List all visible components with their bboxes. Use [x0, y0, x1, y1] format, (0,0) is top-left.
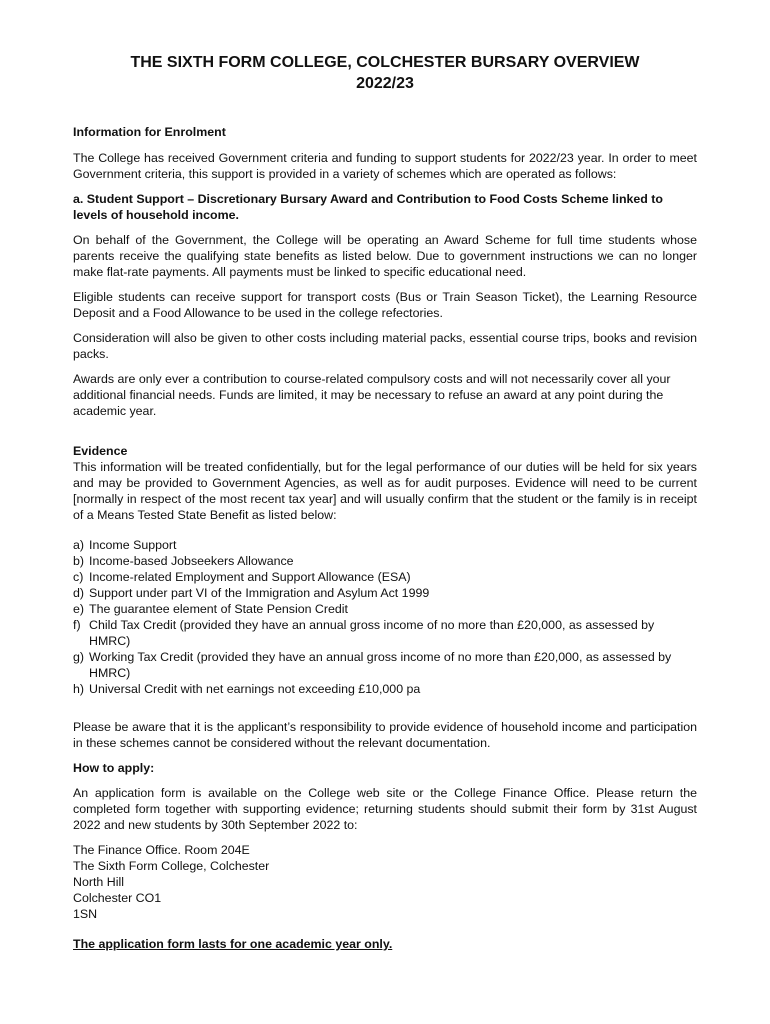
list-item: [73, 553, 697, 569]
list-item-text: Universal Credit with net earnings not exceeding £10,000 pa: [89, 682, 421, 696]
list-item: [73, 681, 697, 697]
final-note: The application form lasts for one academic year only.: [73, 937, 393, 951]
intro-paragraph: The College has received Government criteria and funding to support students for 2022/23 year. In order to meet Government criteria, this support is provided in a variety of schemes which are operated as follows:: [73, 151, 697, 181]
address-line: Colchester CO1: [73, 891, 162, 905]
list-marker: h): [73, 682, 85, 696]
how-to-apply-paragraph: An application form is available on the College web site or the College Finance Office. Please return the completed form together with supporting evidence; returning students should submit their form by 31st August 2022 and new students by 30th September 2022 to:: [73, 786, 697, 832]
list-item-text: The guarantee element of State Pension Credit: [89, 602, 348, 616]
list-marker: f): [73, 618, 81, 632]
list-marker: e): [73, 602, 85, 616]
list-marker: c): [73, 570, 84, 584]
list-item: [73, 585, 697, 601]
title-line-2: 2022/23: [356, 75, 414, 92]
section-a-heading: a. Student Support – Discretionary Bursary Award and Contribution to Food Costs Scheme linked to levels of household income.: [73, 192, 664, 222]
list-item-text: Working Tax Credit (provided they have an annual gross income of no more than £20,000, as assessed by HMRC): [89, 650, 672, 680]
how-to-apply-heading: How to apply:: [73, 761, 155, 775]
list-item-text: Income Support: [89, 538, 177, 552]
eligible-support-paragraph: Eligible students can receive support for transport costs (Bus or Train Season Ticket), the Learning Resource Deposit and a Food Allowance to be used in the college refectories.: [73, 290, 697, 320]
list-item: [73, 617, 697, 649]
responsibility-paragraph: Please be aware that it is the applicant’s responsibility to provide evidence of household income and participation in these schemes cannot be considered without the relevant documentation.: [73, 720, 697, 750]
awards-contribution-paragraph: Awards are only ever a contribution to course-related compulsory costs and will not necessarily cover all your additional financial needs. Funds are limited, it may be necessary to refuse an award at any point during the academic year.: [73, 372, 671, 418]
list-item-text: Support under part VI of the Immigration and Asylum Act 1999: [89, 586, 430, 600]
list-item-text: Income-based Jobseekers Allowance: [89, 554, 294, 568]
other-costs-paragraph: Consideration will also be given to other costs including material packs, essential course trips, books and revision packs.: [73, 331, 697, 361]
finance-office-address: [73, 842, 697, 922]
list-marker: b): [73, 554, 85, 568]
list-item-text: Child Tax Credit (provided they have an annual gross income of no more than £20,000, as assessed by HMRC): [89, 618, 655, 648]
address-line: North Hill: [73, 875, 124, 889]
address-line: The Finance Office. Room 204E: [73, 843, 250, 857]
list-item: [73, 569, 697, 585]
list-item-text: Income-related Employment and Support Allowance (ESA): [89, 570, 411, 584]
title-line-1: THE SIXTH FORM COLLEGE, COLCHESTER BURSARY OVERVIEW: [130, 54, 640, 71]
evidence-paragraph: This information will be treated confidentially, but for the legal performance of our duties will be held for six years and may be provided to Government Agencies, as well as for audit purposes. Evidence will need to be current [normally in respect of the most recent tax year] and will usually confirm that the student or the family is in receipt of a Means Tested State Benefit as listed below:: [73, 460, 697, 522]
list-marker: d): [73, 586, 85, 600]
list-item: [73, 537, 697, 553]
award-scheme-paragraph: On behalf of the Government, the College will be operating an Award Scheme for full time students whose parents receive the qualifying state benefits as listed below. Due to government instructions we can no longer make flat-rate payments. All payments must be linked to specific educational need.: [73, 233, 697, 279]
list-item: [73, 601, 697, 617]
address-line: 1SN: [73, 907, 98, 921]
list-marker: g): [73, 650, 85, 664]
list-item: [73, 649, 697, 681]
benefits-list: [73, 537, 697, 697]
enrolment-heading: Information for Enrolment: [73, 125, 226, 139]
page-title: [73, 52, 697, 94]
list-marker: a): [73, 538, 85, 552]
evidence-heading: Evidence: [73, 444, 128, 458]
address-line: The Sixth Form College, Colchester: [73, 859, 270, 873]
